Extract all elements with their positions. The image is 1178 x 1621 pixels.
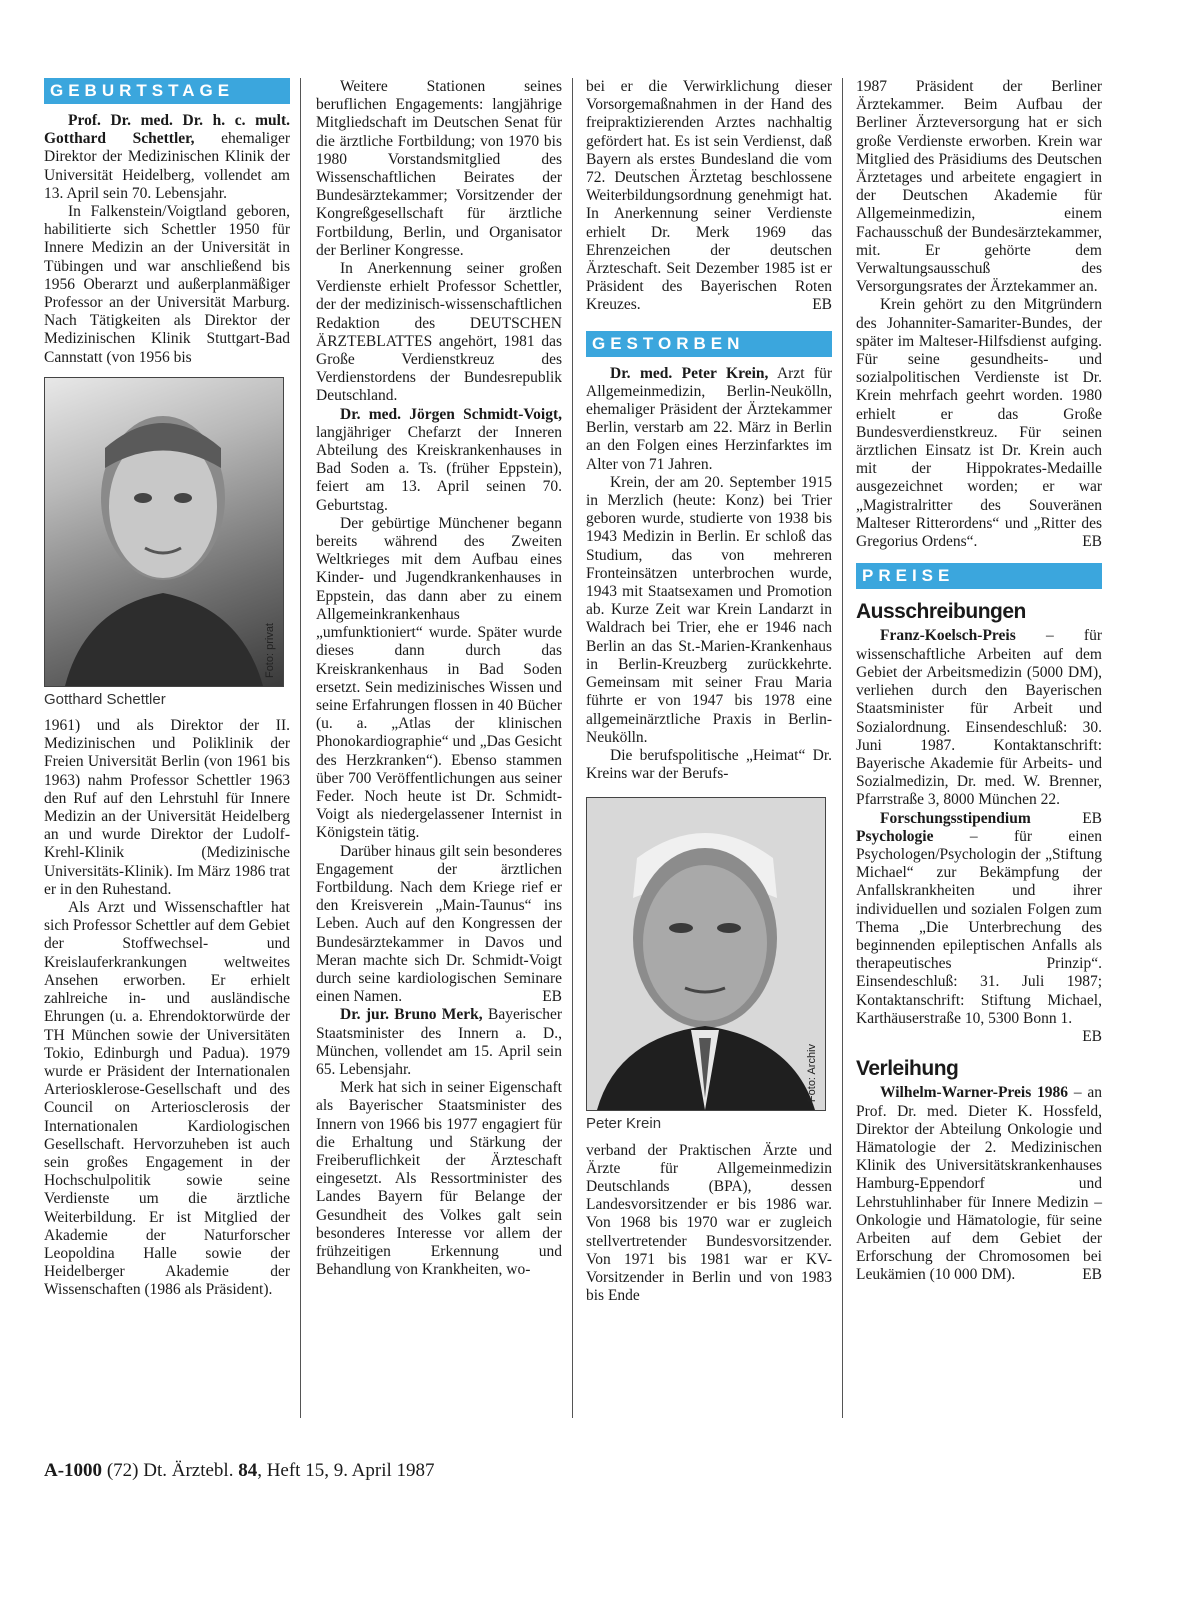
person-name-schettler: Prof. Dr. med. Dr. h. c. mult. Gotthard Schettler, [44,112,290,148]
photo-credit: Foto: privat [263,622,276,678]
photo-caption: Peter Krein [586,1115,662,1133]
journal-reference: (72) Dt. Ärztebl. [102,1460,239,1481]
paragraph: 1961) und als Direktor der II. Medizinischen und Poliklinik der Freien Universität Berlin (von 1961 bis 1963) nahm Professor Schettler 1963 den Ruf auf den Lehrstuhl für Innere Medizin an der Universität Heidelberg an und wurde Direktor der Ludolf-Krehl-Klinik (Medizinische Universitäts-Klinik). Im März 1986 trat er in den Ruhestand. [44,717,290,898]
paragraph: In Anerkennung seiner großen Verdienste erhielt Professor Schettler, der der medizinisch-wissenschaftlichen Redaktion des DEUTSCHEN ÄRZTEBLATTES angehört, 1981 das Große Verdienstkreuz des Verdienstordens der Bundesrepublik Deutschland. [316,260,562,405]
photo-credit: Foto: Archiv [805,1044,818,1103]
paragraph: – für einen Psychologen/Psychologin der „Stiftung Michael“ zur Bekämpfung der Anfallskrankheiten und ihrer individuellen und sozialen Folgen zum Thema „Die Unterbrechung des beginnenden epileptischen Anfalls als therapeutisches Prinzip“. Einsendeschluß: 31. Juli 1987; Kontaktanschrift: Stiftung Michael, Karthäuserstraße 10, 5300 Bonn 1. [856,827,1102,1027]
journal-volume: 84 [238,1460,258,1481]
portrait-photo-krein [586,797,826,1111]
subheading-verleihung: Verleihung [856,1057,959,1081]
person-name-schmidt-voigt: Dr. med. Jörgen Schmidt-Voigt, [340,405,562,423]
page-footer [44,1460,435,1482]
award-name: Forschungsstipendium Psychologie [856,809,1031,845]
award-name: Wilhelm-Warner-Preis 1986 [880,1084,1069,1102]
column-divider [842,78,843,1418]
subheading-ausschreibungen: Ausschreibungen [856,600,1026,624]
author-initials: EB [1082,1266,1102,1284]
column-divider [572,78,573,1418]
column-1 [44,78,290,1300]
paragraph: Arzt für Allgemeinmedizin, Berlin-Neukölln, ehemaliger Präsident der Ärztekammer Berlin, verstarb am 22. März in Berlin an den Folgen eines Herzinfarktes im Alter von 71 Jahren. [586,364,833,473]
paragraph: verband der Praktischen Ärzte und Ärzte für Allgemeinmedizin Deutschlands (BPA), dessen Landesvorsitzender er bis 1986 war. Von 1968 bis 1970 war er zugleich stellvertretender Bundesvorsitzender. Von 1971 bis 1981 war er KV-Vorsitzender in Berlin und von 1983 bis Ende [586,1141,832,1305]
author-initials: EB [542,988,562,1006]
column-4 [856,78,1102,1285]
paragraph: Als Arzt und Wissenschaftler hat sich Professor Schettler auf dem Gebiet der Stoffwechsel- und Kreislauferkrankungen weltweites Ansehen erworben. Er erhielt zahlreiche in- und ausländische Ehrungen (u. a. Ehrendoktorwürde der TH München sowie der Universitäten Tokio, Edinburgh und Padua). 1979 wurde er Präsident der Internationalen Arteriosklerose-Gesellschaft und des Council on Arteriosclerosis der Internationalen Kardiologischen Gesellschaft. Hervorzuheben ist auch sein großes Engagement in der Hochschulpolitik sowie seine Verdienste um die ärztliche Weiterbildung. Er ist Mitglied der Akademie der Naturforscher Leopoldina Halle sowie der Heidelberger Akademie der Wissenschaften (1986 als Präsident). [44,899,290,1299]
paragraph: bei er die Verwirklichung dieser Vorsorgemaßnahmen in der Hand des freipraktizierenden Arztes nachhaltig gefördert hat. Es ist sein Verdienst, daß Bayern als erstes Bundesland die vom 72. Deutschen Ärztetag beschlossene Weiterbildungsordnung genehmigt hat. In Anerkennung seiner Verdienste erhielt Dr. Merk 1969 das Ehrenzeichen der deutschen Ärzteschaft. Seit Dezember 1985 ist er Präsident des Bayerischen Roten Kreuzes. [586,78,832,314]
paragraph: – für wissenschaftliche Arbeiten auf dem Gebiet der Arbeitsmedizin (5000 DM), verliehen durch den Bayerischen Staatsminister für Arbeit und Sozialordnung. Einsendeschluß: 30. Juni 1987. Kontaktanschrift: Bayerische Akademie für Arbeits- und Sozialmedizin, Dr. med. W. Brenner, Pfarrstraße 3, 8000 München 22. [856,627,1102,809]
author-initials: EB [812,296,832,314]
paragraph: In Falkenstein/Voigtland geboren, habilitierte sich Schettler 1950 für Innere Medizin an der Universität in Tübingen und war anschließend bis 1956 Oberarzt und außerplanmäßiger Professor an der Universität Marburg. Nach Tätigkeiten als Direktor der Medizinischen Klinik Stuttgart-Bad Cannstatt (von 1956 bis [44,203,290,366]
paragraph: Krein gehört zu den Mitgründern des Johanniter-Samariter-Bundes, der später im Malteser-Hilfsdienst aufging. Für seine gesundheits- und sozialpolitischen Verdienste ist Dr. Krein mehrfach geehrt worden. 1980 erhielt er das Große Bundesverdienstkreuz. Für seinen ärztlichen Einsatz ist Dr. Krein auch mit der Hippokrates-Medaille ausgezeichnet worden; er war „Magistralritter des Souveränen Malteser Ritterordens“ und „Ritter des Gregorius Ordens“. [856,296,1102,551]
paragraph: Die berufspolitische „Heimat“ Dr. Kreins war der Berufs- [586,746,832,783]
journal-issue: , Heft 15, 9. April 1987 [257,1460,435,1481]
paragraph: – an Prof. Dr. med. Dieter K. Hossfeld, Direktor der Abteilung Onkologie und Hämatologie der 2. Medizinischen Klinik des Universitätskrankenhauses Hamburg-Eppendorf und Lehrstuhlinhaber für Innere Medizin – Onkologie und Hämatologie, für seine Arbeiten auf dem Gebiet der Erforschung der Chromosomen bei Leukämien (10 000 DM). [856,1084,1102,1284]
author-initials: EB [1082,533,1102,551]
paragraph: Weitere Stationen seines beruflichen Engagements: langjährige Mitgliedschaft im Deutschen Senat für die ärztliche Fortbildung; von 1970 bis 1980 Vorstandsmitglied des Wissenschaftlichen Beirates der Bundesärztekammer; Vorsitzender der Kongreßgesellschaft für ärztliche Fortbildung, Berlin, und Organisator der Berliner Kongresse. [316,78,562,259]
paragraph: Krein, der am 20. September 1915 in Merzlich (heute: Konz) bei Trier geboren wurde, studierte von 1938 bis 1943 Medizin in Berlin. Er schloß das Studium, das von mehreren Fronteinsätzen unterbrochen wurde, 1943 mit Staatsexamen und Promotion ab. Kurze Zeit war Krein Landarzt in Waldrach bei Trier, ehe er 1946 nach Berlin an das St.-Marien-Krankenhaus in Berlin-Kreuzberg zurückkehrte. Gemeinsam mit seiner Frau Maria führte er von 1947 bis 1978 eine allgemeinärztliche Praxis in Berlin-Neukölln. [586,473,832,746]
column-3 [586,78,832,1305]
paragraph: Darüber hinaus gilt sein besonderes Engagement der ärztlichen Fortbildung. Nach dem Kriege rief er den Kreisverein „Main-Taunus“ ins Leben. Auch auf den Kongressen der Bundesärztekammer in Davos und Meran machte sich Dr. Schmidt-Voigt durch seine kardiologischen Seminare einen Namen. [316,842,562,1006]
paragraph: ehemaliger Direktor der Medizinischen Klinik der Universität Heidelberg, vollendet am 13. April sein 70. Lebensjahr. [44,130,290,202]
page-number: A-1000 [44,1460,103,1481]
paragraph: Der gebürtige Münchener begann bereits während des Zweiten Weltkrieges mit dem Aufbau eines Kinder- und Jugendkrankenhauses in Eppstein, das dann aber zu einem Allgemeinkrankenhaus „umfunktioniert“ wurde. Später wurde dieses dann durch das Kreiskrankenhaus in Bad Soden ersetzt. Sein medizinisches Wissen und seine Erfahrungen flossen in 40 Bücher (u. a. „Atlas der klinischen Phonokardiographie“ und „Das Gesicht des Herzkranken“). Ebenso stammen über 700 Veröffentlichungen aus seiner Feder. Noch heute ist Dr. Schmidt-Voigt als niedergelassener Internist in Königstein tätig. [316,514,562,842]
paragraph: langjähriger Chefarzt der Inneren Abteilung des Kreiskrankenhauses in Bad Soden a. Ts. (früher Eppstein), feiert am 13. April seinen 70. Geburtstag. [316,423,562,514]
portrait-illustration [587,798,825,1110]
award-name: Franz-Koelsch-Preis [880,627,1016,645]
author-initials: EB [1082,809,1102,827]
portrait-illustration [45,378,283,686]
column-divider [300,78,301,1418]
section-banner-gestorben: GESTORBEN [586,331,832,357]
section-banner-preise: PREISE [856,563,1102,589]
author-initials: EB [1082,1027,1102,1045]
paragraph: 1987 Präsident der Berliner Ärztekammer. Beim Aufbau der Berliner Ärzteversorgung hat er sich große Verdienste erworben. Krein war Mitglied des Präsidiums des Deutschen Ärztetages und arbeitete engagiert in der Deutschen Akademie für Allgemeinmedizin, einem Fachausschuß der Bundesärztekammer, mit. Er gehörte dem Verwaltungsausschuß des Versorgungsrates der Ärztekammer an. [856,78,1102,296]
column-2 [316,78,562,1279]
section-banner-geburtstage: GEBURTSTAGE [44,78,290,104]
paragraph: Merk hat sich in seiner Eigenschaft als Bayerischer Staatsminister des Innern von 1966 bis 1977 engagiert für die Erhaltung und Stärkung der Freiberuflichkeit der Ärzteschaft eingesetzt. Als Ressortminister des Landes Bayern für Belange der Gesundheit des Volkes galt sein besonderes Interesse vor allem der frühzeitigen Erkennung und Behandlung von Krankheiten, wo- [316,1079,562,1279]
person-name-merk: Dr. jur. Bruno Merk, [340,1006,483,1024]
person-name-krein: Dr. med. Peter Krein, [610,364,769,382]
paragraph: Bayerischer Staatsminister des Innern a. D., München, vollendet am 15. April sein 65. Lebensjahr. [316,1006,562,1078]
photo-caption: Gotthard Schettler [44,690,166,708]
portrait-photo-schettler [44,377,284,687]
